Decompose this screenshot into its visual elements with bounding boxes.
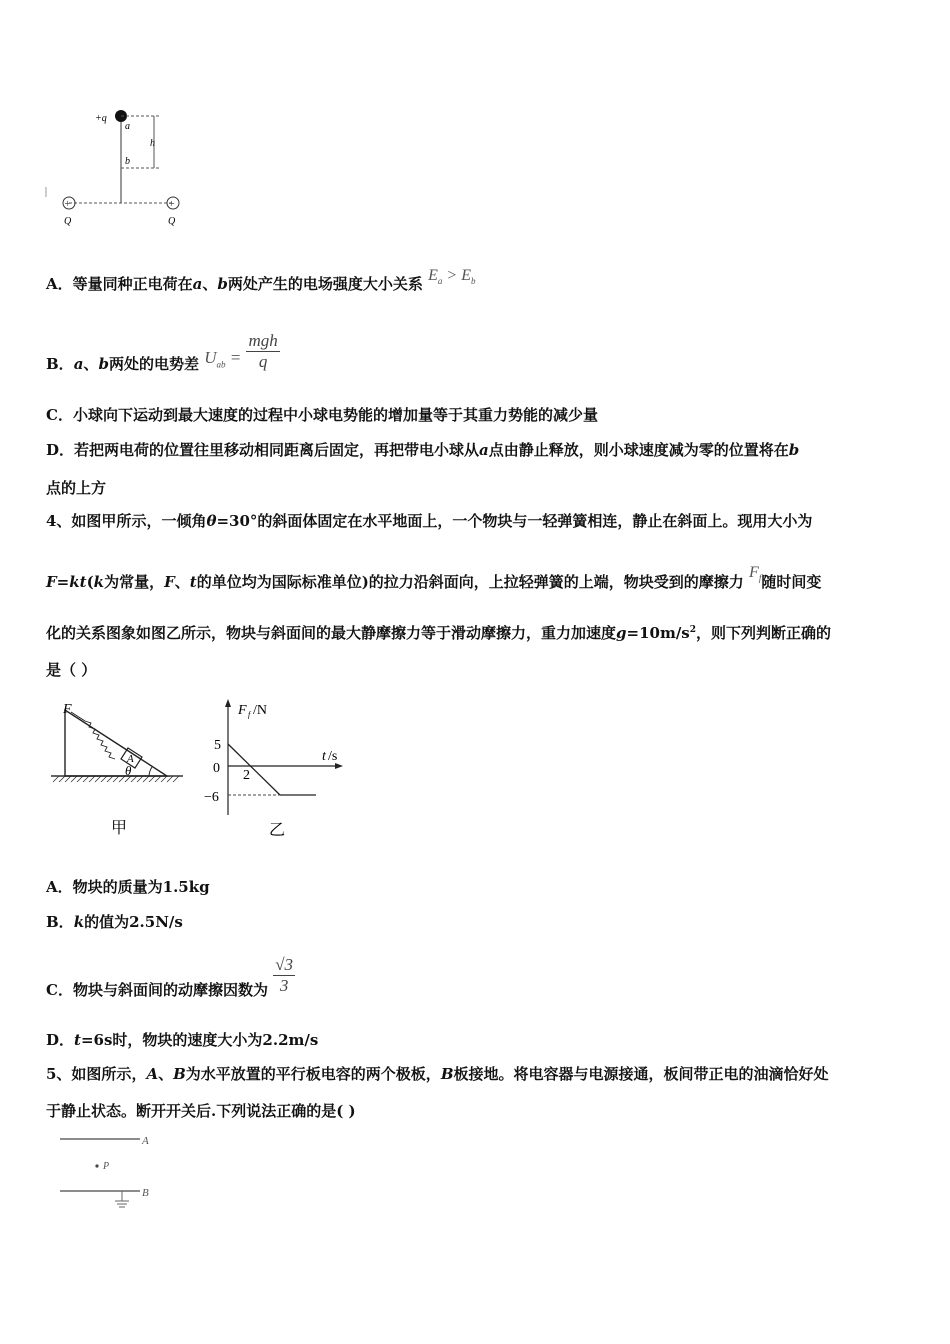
charge-figure [40, 100, 200, 230]
tick-0: 0 [213, 761, 220, 776]
block-label: A [127, 753, 134, 765]
q3-option-d-line1: D．若把两电荷的位置往里移动相同距离后固定，再把带电小球从a点由静止释放，则小球速度减为零的位置将在b [46, 441, 800, 459]
fig1-Q-left: Q [64, 216, 72, 227]
q3-option-d-line2: 点的上方 [46, 479, 107, 497]
q4-stem-line4: 是（ ） [46, 661, 97, 679]
oil-drop [95, 1164, 98, 1167]
tick-minus-6: −6 [204, 790, 219, 805]
fig1-h-label: h [150, 138, 155, 149]
svg-text:/s: /s [328, 749, 338, 764]
svg-text:+: + [64, 198, 71, 210]
q3-option-c: C．小球向下运动到最大速度的过程中小球电势能的增加量等于其重力势能的减少量 [46, 406, 598, 424]
y-axis-label: F [238, 703, 247, 718]
plate-b-label: B [142, 1187, 149, 1199]
plate-a-label: A [142, 1135, 149, 1147]
q3-option-b: B．a、b两处的电势差 $U_{ab}$ = $\frac{\text{mgh}}{q}$ [46, 331, 278, 373]
q4-option-b: B．k的值为2.5N/s [46, 913, 183, 931]
q4-stem-line3: 化的关系图象如图乙所示，物块与斜面间的最大静摩擦力等于滑动摩擦力，重力加速度$g=10m/s^2$，则下列判断正确的 [46, 624, 832, 642]
q3-option-a: A．等量同种正电荷在a、b两处产生的电场强度大小关系 $E_a > E_b$ [46, 267, 476, 293]
q4-stem-line1: 4、如图甲所示，一倾角θ=30°的斜面体固定在水平地面上，一个物块与一轻弹簧相连，静止在斜面上。现用大小为 [46, 512, 813, 530]
fig1-point-a: a [125, 121, 130, 132]
tick-2: 2 [243, 768, 250, 783]
fig1-point-b: b [125, 156, 130, 167]
friction-line-decreasing [228, 744, 280, 795]
q5-stem-line2: 于静止状态。断开开关后.下列说法正确的是( ) [46, 1102, 356, 1120]
x-axis-label: t [322, 749, 326, 764]
incline-figure [45, 698, 190, 843]
svg-text:+: + [168, 198, 175, 210]
friction-time-graph [200, 695, 360, 845]
point-p-label: P [103, 1161, 110, 1172]
q4-option-d: D．t=6s时，物块的速度大小为2.2m/s [46, 1031, 319, 1049]
tick-5: 5 [214, 738, 221, 753]
force-label: F [63, 702, 72, 717]
figure-yi-caption: 乙 [269, 822, 286, 839]
q4-option-a: A．物块的质量为1.5kg [46, 878, 210, 896]
q5-stem-line1: 5、如图所示，A、B为水平放置的平行板电容的两个极板，B板接地。将电容器与电源接通，板间带正电的油滴恰好处 [46, 1065, 829, 1083]
fig1-plus-q-label: +q [95, 113, 107, 124]
q4-option-c: C．物块与斜面间的动摩擦因数为 $\frac{√3}{3}$ [46, 955, 294, 999]
angle-label: θ [125, 763, 132, 778]
svg-text:f: f [248, 710, 251, 719]
fig1-Q-right: Q [168, 216, 176, 227]
q4-stem-line2: F=kt(k为常量，F、t的单位均为国际标准单位)的拉力沿斜面向，上拉轻弹簧的上端，物块受到的摩擦力 $F_f$随时间变 [46, 564, 822, 591]
figure-jia-caption: 甲 [111, 820, 128, 837]
capacitor-figure [55, 1128, 165, 1213]
svg-text:/N: /N [253, 703, 267, 718]
